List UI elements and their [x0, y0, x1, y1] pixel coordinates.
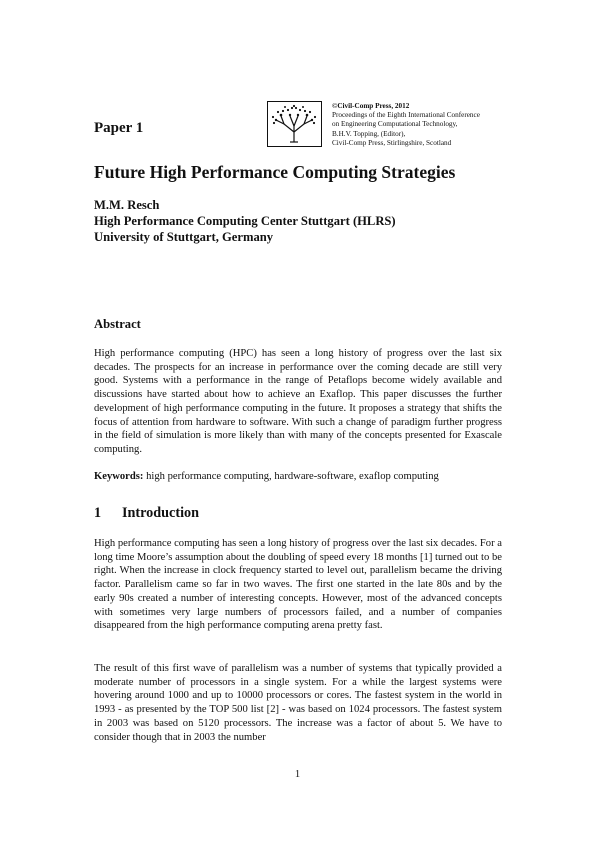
- copyright-line: on Engineering Computational Technology,: [332, 120, 458, 129]
- author-name: M.M. Resch: [94, 198, 160, 212]
- author-block: [94, 198, 396, 245]
- keywords-line: [94, 471, 439, 482]
- section-heading: [94, 505, 199, 522]
- author-affiliation: High Performance Computing Center Stuttgart (HLRS): [94, 213, 396, 228]
- keywords-text: high performance computing, hardware-software, exaflop computing: [146, 471, 439, 482]
- civil-comp-tree-logo: [267, 101, 322, 147]
- paper-title: Future High Performance Computing Strategies: [94, 162, 456, 182]
- paper-label: Paper 1: [94, 120, 144, 136]
- abstract-text: High performance computing (HPC) has seen a long history of progress over the last six decades. The prospects for an increase in performance over the coming decade are still very good. Systems with a performance in the range of Petaflops become widely available and discussions have started about how to achieve an Exaflop. This paper discusses the further development of high performance computing in the future. It proposes a strategy that shifts the focus of attention from hardware to software. With such a change of paradigm further progress in the field of simulation is more likely than with many of the concepts presented for Exascale computing.: [94, 348, 502, 455]
- copyright-line: Proceedings of the Eighth International Conference: [332, 111, 480, 120]
- section-title: Introduction: [122, 505, 199, 521]
- section-number: 1: [94, 505, 102, 521]
- copyright-line: ©Civil-Comp Press, 2012: [332, 102, 410, 110]
- author-affiliation: University of Stuttgart, Germany: [94, 229, 274, 244]
- abstract-heading: Abstract: [94, 317, 141, 331]
- copyright-line: Civil-Comp Press, Stirlingshire, Scotland: [332, 138, 452, 147]
- keywords-label: Keywords:: [94, 471, 144, 482]
- copyright-line: B.H.V. Topping, (Editor),: [332, 129, 406, 138]
- body-paragraph: High performance computing has seen a long history of progress over the last six decades. For a long time Moore’s assumption about the doubling of speed every 18 months [1] turned out to be right. When the increase in clock frequency started to level out, parallelism became the driving factor. Parallelism came so far in two waves. The first one started in the late 80s and by the early 90s created a number of interesting concepts. However, most of the advanced concepts with sometimes very large numbers of processors failed, and a number of companies disappeared from the high performance computing arena pretty fast.: [94, 538, 502, 632]
- body-paragraph: The result of this first wave of parallelism was a number of systems that typically provided a moderate number of processors in a single system. For a while the largest systems were hovering around 1000 and up to 10000 processors or cores. The fastest system in the world in 1993 - as presented by the TOP 500 list [2] - was based on 1024 processors. The fastest system in 2003 was based on 5120 processors. The increase was a factor of about 5. We have to consider though that in 2003 the number: [94, 663, 502, 743]
- copyright-block: [332, 102, 480, 148]
- page-number: 1: [294, 769, 301, 780]
